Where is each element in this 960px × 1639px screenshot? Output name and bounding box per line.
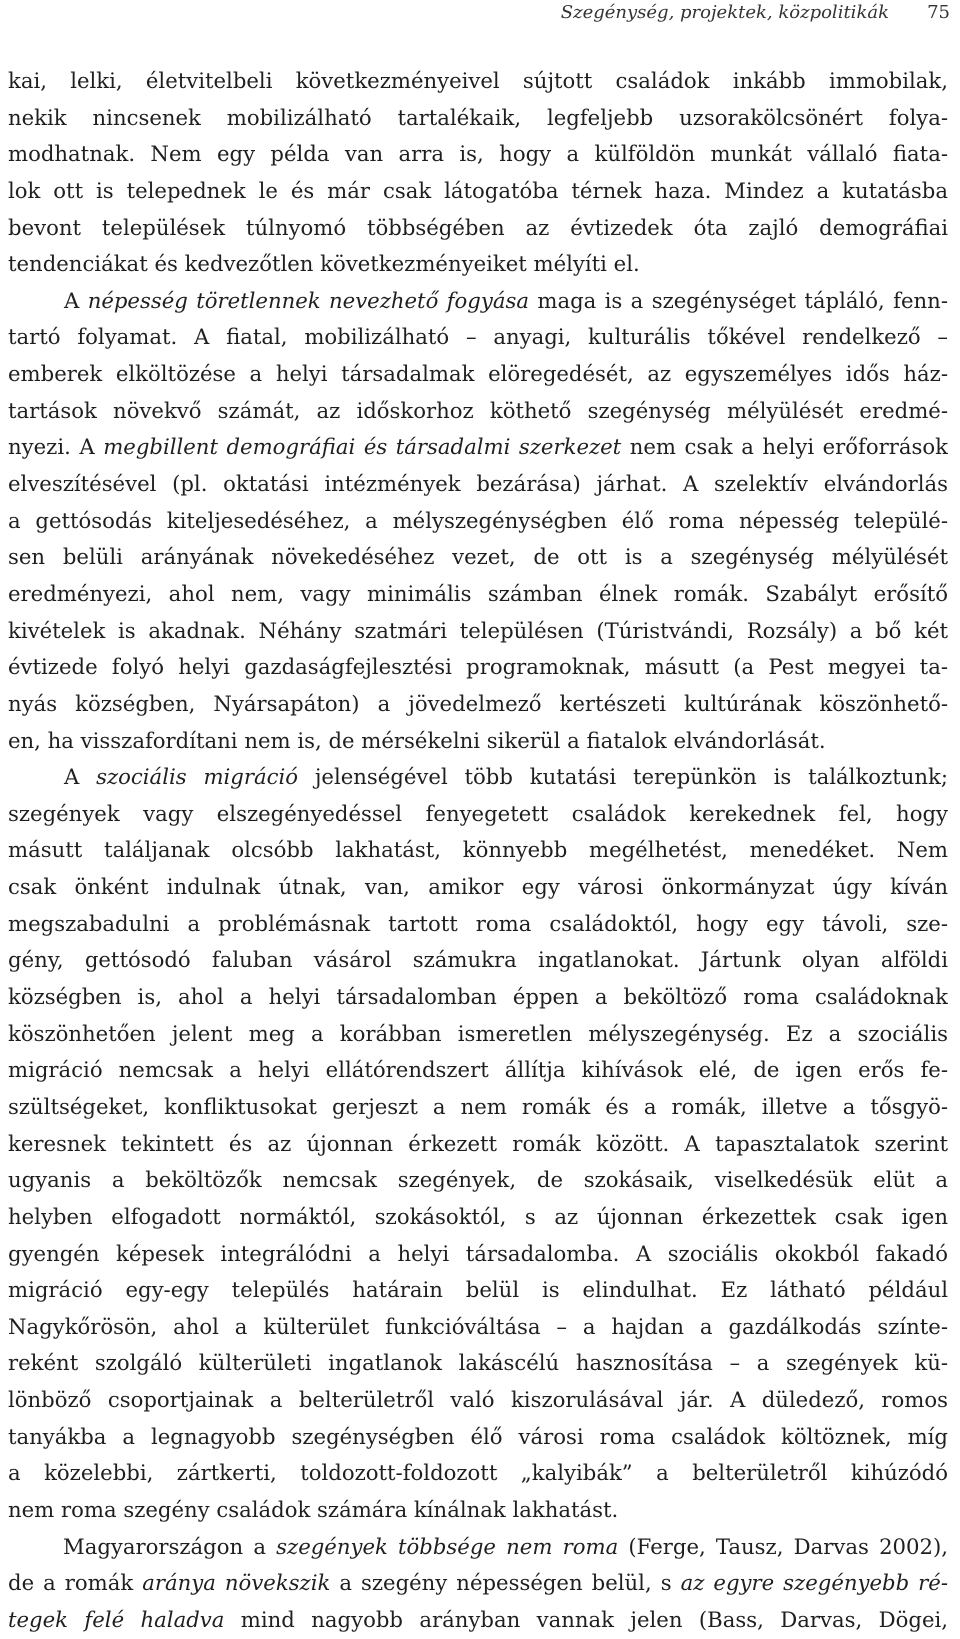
text-line	[8, 1272, 948, 1309]
text-segment: másutt találjanak olcsóbb lakhatást, könnyebb megélhetést, menedéket. Nem	[8, 837, 948, 863]
text-line	[8, 1089, 948, 1126]
text-segment: (Ferge, Tausz, Darvas 2002),	[618, 1533, 948, 1559]
emphasis-text: tegek felé haladva	[8, 1606, 225, 1632]
text-segment: keresnek tekintett és az újonnan érkezett romák között. A tapasztalatok szerint	[8, 1130, 948, 1156]
text-line	[8, 246, 948, 283]
text-line	[8, 393, 948, 430]
text-segment: tanyákba a legnagyobb szegénységben élő városi roma családok költöznek, míg	[8, 1423, 948, 1449]
text-segment: elveszítésével (pl. oktatási intézmények bezárása) járhat. A szelektív elvándorlás	[8, 471, 948, 497]
emphasis-text: megbillent demográfiai és társadalmi szerkezet	[103, 434, 622, 460]
text-line	[8, 1162, 948, 1199]
emphasis-text: szociális migráció	[96, 764, 299, 790]
text-line	[8, 466, 948, 503]
text-segment: községben is, ahol a helyi társadalomban éppen a beköltöző roma családoknak	[8, 984, 948, 1010]
text-line	[8, 1052, 948, 1089]
text-line	[8, 723, 948, 760]
text-segment: nyezi. A	[8, 434, 104, 460]
text-segment: helyben elfogadott normáktól, szokásoktól, s az újonnan érkezettek csak igen	[8, 1203, 948, 1229]
text-segment: évtizede folyó helyi gazdaságfejlesztési programoknak, másutt (a Pest megyei ta-	[8, 654, 948, 680]
text-segment: A	[64, 764, 97, 790]
text-segment: A	[64, 287, 88, 313]
text-segment: ugyanis a beköltözők nemcsak szegények, de szokásaik, viselkedésük elüt a	[8, 1167, 948, 1193]
text-line	[8, 1492, 948, 1529]
text-segment: lok ott is telepednek le és már csak látogatóba térnek haza. Mindez a kutatásba	[8, 177, 948, 203]
text-segment: gyengén képesek integrálódni a helyi társadalomba. A szociális okokból fakadó	[8, 1240, 948, 1266]
text-segment: Magyarországon a	[63, 1533, 277, 1559]
text-line	[8, 100, 948, 137]
text-segment: szültségeket, konfliktusokat gerjeszt a nem romák és a romák, illetve a tősgyö-	[8, 1093, 948, 1119]
text-line	[8, 869, 948, 906]
text-line	[8, 356, 948, 393]
text-line	[8, 539, 948, 576]
text-line	[8, 686, 948, 723]
text-line	[8, 63, 948, 100]
running-title: Szegénység, projektek, közpolitikák	[560, 2, 889, 23]
text-line	[8, 906, 948, 943]
text-segment: tartások növekvő számát, az időskorhoz köthető szegénység mélyülését eredmé-	[8, 397, 948, 423]
text-segment: mind nagyobb arányban vannak jelen (Bass, Darvas, Dögei,	[224, 1606, 948, 1632]
emphasis-text: népesség töretlennek nevezhető fogyása	[87, 287, 529, 313]
text-line	[8, 1309, 948, 1346]
text-segment: megszabadulni a problémásnak tartott roma családoktól, hogy egy távoli, sze-	[8, 910, 948, 936]
running-head	[0, 0, 960, 30]
text-line	[8, 136, 948, 173]
text-line	[8, 1016, 948, 1053]
text-line	[8, 210, 948, 247]
text-segment: de a romák	[8, 1570, 143, 1596]
text-segment: nekik nincsenek mobilizálható tartalékaik, legfeljebb uzsorakölcsönért folya-	[8, 104, 948, 130]
text-segment: kivételek is akadnak. Néhány szatmári településen (Túristvándi, Rozsály) a bő két	[8, 617, 948, 643]
text-line	[8, 1455, 948, 1492]
text-segment: modhatnak. Nem egy példa van arra is, hogy a külföldön munkát vállaló fiata-	[8, 141, 948, 167]
text-line	[8, 1345, 948, 1382]
text-segment: sen belüli arányának növekedéséhez vezet, de ott is a szegénység mélyülését	[8, 544, 948, 570]
text-line	[8, 1236, 948, 1273]
text-line	[8, 613, 948, 650]
text-segment: reként szolgáló külterületi ingatlanok lakáscélú hasznosítása – a szegények kü-	[8, 1350, 948, 1376]
text-segment: szegények vagy elszegényedéssel fenyegetett családok kerekednek fel, hogy	[8, 800, 948, 826]
text-segment: kai, lelki, életvitelbeli következményeivel sújtott családok inkább immobilak,	[8, 68, 948, 93]
text-segment: lönböző csoportjainak a belterületről való kiszorulásával jár. A düledező, romos	[8, 1387, 948, 1413]
text-segment: a gettósodás kiteljesedéséhez, a mélyszegénységben élő roma népesség települé-	[8, 507, 948, 533]
text-line	[8, 319, 948, 356]
text-line	[8, 796, 948, 833]
emphasis-text: az egyre szegényebb ré-	[680, 1570, 948, 1596]
body-text	[8, 63, 948, 1639]
text-line	[8, 649, 948, 686]
emphasis-text: aránya növekszik	[142, 1570, 331, 1596]
text-line	[8, 283, 948, 320]
text-segment: nyás községben, Nyársapáton) a jövedelmező kertészeti kultúrának köszönhető-	[8, 690, 948, 716]
text-segment: tendenciákat és kedvezőtlen következményeiket mélyíti el.	[8, 251, 640, 277]
text-line	[8, 1199, 948, 1236]
text-segment: köszönhetően jelent meg a korábban ismeretlen mélyszegénység. Ez a szociális	[8, 1020, 948, 1046]
text-segment: a közelebbi, zártkerti, toldozott-foldozott „kalyibák” a belterületről kihúzódó	[8, 1460, 948, 1486]
text-line	[8, 173, 948, 210]
text-line	[8, 942, 948, 979]
text-line	[8, 576, 948, 613]
text-segment: gény, gettósodó faluban vásárol számukra ingatlanokat. Jártunk olyan alföldi	[8, 947, 948, 973]
text-line	[8, 1419, 948, 1456]
text-line	[8, 1529, 948, 1566]
text-segment: bevont települések túlnyomó többségében az évtizedek óta zajló demográfiai	[8, 214, 948, 240]
text-segment: a szegény népességen belül, s	[330, 1570, 681, 1596]
text-line	[8, 429, 948, 466]
text-segment: csak önként indulnak útnak, van, amikor egy városi önkormányzat úgy kíván	[8, 874, 948, 900]
text-segment: tartó folyamat. A fiatal, mobilizálható – anyagi, kulturális tőkével rendelkező –	[8, 324, 948, 350]
text-line	[8, 979, 948, 1016]
text-segment: eredményezi, ahol nem, vagy minimális számban élnek romák. Szabályt erősítő	[8, 580, 948, 606]
page-number: 75	[927, 2, 950, 23]
text-segment: maga is a szegénységet tápláló, fenn-	[528, 287, 948, 313]
emphasis-text: szegények többsége nem roma	[276, 1533, 619, 1559]
text-segment: migráció egy-egy település határain belül is elindulhat. Ez látható például	[8, 1277, 948, 1303]
text-segment: nem csak a helyi erőforrások	[621, 434, 948, 460]
text-line	[8, 503, 948, 540]
text-line	[8, 1565, 948, 1602]
text-line	[8, 759, 948, 796]
text-segment: jelenségével több kutatási terepünkön is találkoztunk;	[298, 764, 948, 790]
text-line	[8, 1382, 948, 1419]
text-segment: nem roma szegény családok számára kínálnak lakhatást.	[8, 1496, 619, 1522]
text-segment: Nagykőrösön, ahol a külterület funkcióváltása – a hajdan a gazdálkodás színte-	[8, 1313, 948, 1339]
text-line	[8, 1126, 948, 1163]
text-line	[8, 832, 948, 869]
text-line	[8, 1602, 948, 1639]
text-segment: en, ha visszafordítani nem is, de mérsékelni sikerül a fiatalok elvándorlását.	[8, 727, 826, 753]
text-segment: migráció nemcsak a helyi ellátórendszert állítja kihívások elé, de igen erős fe-	[8, 1057, 948, 1083]
text-segment: emberek elköltözése a helyi társadalmak elöregedését, az egyszemélyes idős ház-	[8, 361, 948, 387]
